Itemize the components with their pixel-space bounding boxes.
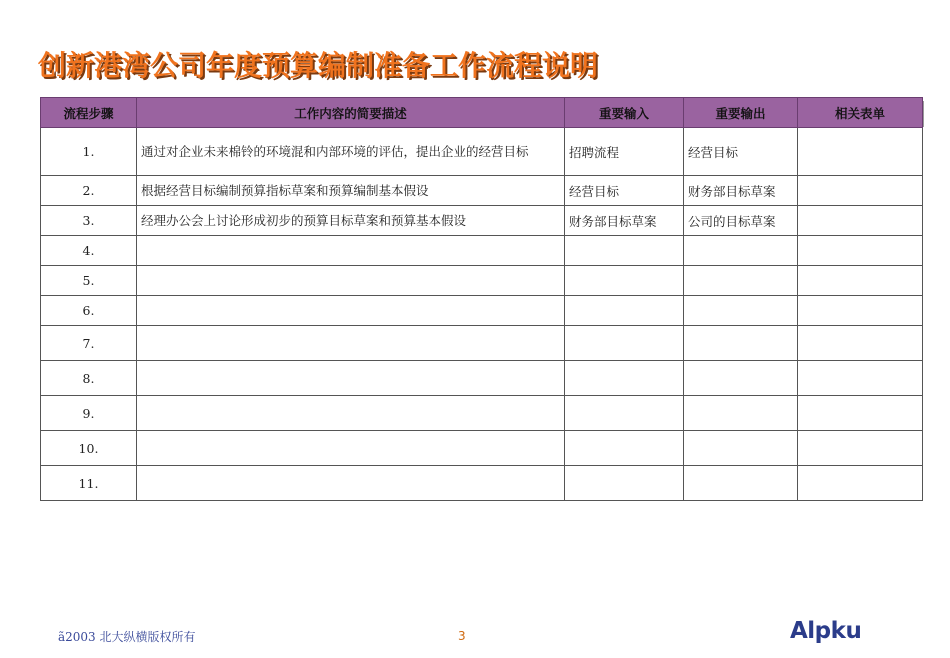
table-row — [41, 431, 923, 466]
logo-text: Alpku — [790, 618, 862, 644]
footer-copyright: ã2003 北大纵横版权所有 — [58, 630, 196, 644]
step-output — [684, 361, 798, 396]
header-description: 工作内容的简要描述 — [137, 98, 565, 128]
step-number: 8. — [41, 361, 137, 396]
step-form — [798, 176, 923, 206]
company-logo — [790, 618, 902, 648]
step-output: 公司的目标草案 — [684, 206, 798, 236]
step-form — [798, 266, 923, 296]
table-row — [41, 176, 923, 206]
step-description — [137, 396, 565, 431]
step-input — [565, 466, 684, 501]
step-description — [137, 431, 565, 466]
step-input — [565, 266, 684, 296]
step-input — [565, 431, 684, 466]
step-form — [798, 206, 923, 236]
step-number: 11. — [41, 466, 137, 501]
step-output — [684, 326, 798, 361]
step-number: 3. — [41, 206, 137, 236]
step-input — [565, 236, 684, 266]
table-row — [41, 206, 923, 236]
table-header-row — [41, 98, 923, 128]
step-description — [137, 326, 565, 361]
table-row — [41, 396, 923, 431]
step-form — [798, 431, 923, 466]
step-form — [798, 396, 923, 431]
step-number: 4. — [41, 236, 137, 266]
step-form — [798, 296, 923, 326]
step-output — [684, 396, 798, 431]
step-form — [798, 466, 923, 501]
table-row — [41, 128, 923, 176]
step-output — [684, 296, 798, 326]
step-form — [798, 128, 923, 176]
step-output — [684, 466, 798, 501]
step-form — [798, 326, 923, 361]
step-description — [137, 236, 565, 266]
table-row — [41, 361, 923, 396]
step-number: 10. — [41, 431, 137, 466]
header-step: 流程步骤 — [41, 98, 137, 128]
step-output — [684, 431, 798, 466]
step-description: 经理办公会上讨论形成初步的预算目标草案和预算基本假设 — [137, 206, 565, 236]
process-table — [40, 97, 923, 501]
step-description: 通过对企业未来棉铃的环境混和内部环境的评估，提出企业的经营目标 — [137, 128, 565, 176]
table-row — [41, 266, 923, 296]
table-row — [41, 236, 923, 266]
step-input — [565, 396, 684, 431]
page-number: 3 — [458, 629, 466, 643]
step-description: 根据经营目标编制预算指标草案和预算编制基本假设 — [137, 176, 565, 206]
header-output: 重要输出 — [684, 98, 798, 128]
step-input: 招聘流程 — [565, 128, 684, 176]
page-title: 创新港湾公司年度预算编制准备工作流程说明 — [38, 49, 599, 82]
step-input: 经营目标 — [565, 176, 684, 206]
step-number: 2. — [41, 176, 137, 206]
header-input: 重要输入 — [565, 98, 684, 128]
table-row — [41, 296, 923, 326]
header-forms: 相关表单 — [798, 98, 923, 128]
step-output — [684, 236, 798, 266]
step-description — [137, 361, 565, 396]
table-row — [41, 466, 923, 501]
step-number: 7. — [41, 326, 137, 361]
step-description — [137, 466, 565, 501]
step-input — [565, 361, 684, 396]
step-input — [565, 326, 684, 361]
step-number: 1. — [41, 128, 137, 176]
step-output: 经营目标 — [684, 128, 798, 176]
step-output — [684, 266, 798, 296]
step-input — [565, 296, 684, 326]
step-form — [798, 361, 923, 396]
step-input: 财务部目标草案 — [565, 206, 684, 236]
step-number: 6. — [41, 296, 137, 326]
step-description — [137, 266, 565, 296]
step-output: 财务部目标草案 — [684, 176, 798, 206]
step-number: 5. — [41, 266, 137, 296]
step-number: 9. — [41, 396, 137, 431]
step-description — [137, 296, 565, 326]
table-row — [41, 326, 923, 361]
step-form — [798, 236, 923, 266]
